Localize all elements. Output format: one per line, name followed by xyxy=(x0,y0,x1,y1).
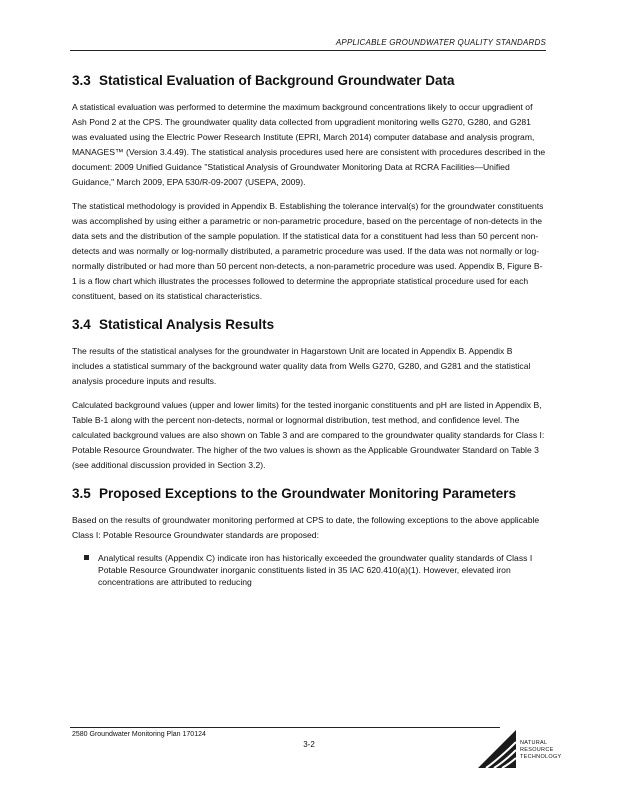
paragraph: Calculated background values (upper and lower limits) for the tested inorganic constituents and pH are listed in Appendix B, Table B-1 along with the percent non-detects, normal or lognormal distribution, test method, and confidence level. The calculated background values are also shown on Table 3 and are compared to the groundwater quality standards for Class I: Potable Resource Groundwater. The higher of the two values is shown as the Applicable Groundwater Standard on Table 3 (see additional discussion provided in Section 3.2). xyxy=(72,400,545,470)
section-heading xyxy=(72,316,546,333)
section-heading xyxy=(72,72,546,89)
document-body xyxy=(72,72,546,588)
company-logo-text xyxy=(520,740,562,761)
section-title: Statistical Analysis Results xyxy=(99,317,275,332)
section-title: Statistical Evaluation of Background Groundwater Data xyxy=(99,73,455,88)
paragraph: The results of the statistical analyses for the groundwater in Hagarstown Unit are located in Appendix B. Appendix B includes a statistical summary of the background water quality data from Wells G270, G280, and G281 and the statistical analysis procedure inputs and results. xyxy=(72,346,531,386)
footer-document-id: 2580 Groundwater Monitoring Plan 170124 xyxy=(72,731,206,738)
section-3-4 xyxy=(72,316,546,473)
logo-line: RESOURCE xyxy=(520,747,554,753)
logo-line: TECHNOLOGY xyxy=(520,754,562,760)
header-divider xyxy=(70,50,546,51)
section-number: 3.3 xyxy=(72,73,91,88)
bullet-list xyxy=(72,552,546,588)
footer-divider xyxy=(70,727,500,728)
section-3-5 xyxy=(72,485,546,588)
section-title: Proposed Exceptions to the Groundwater Monitoring Parameters xyxy=(99,486,517,501)
paragraph: A statistical evaluation was performed to determine the maximum background concentrations likely to occur upgradient of Ash Pond 2 at the CPS. The groundwater quality data collected from upgradient monitoring wells G270, G280, and G281 was evaluated using the Electric Power Research Institute (EPRI, March 2014) computer database and analysis program, MANAGES™ (Version 3.4.49). The statistical analysis procedures used here are consistent with procedures described in the document: 2009 Unified Guidance "Statistical Analysis of Groundwater Monitoring Data at RCRA Facilities—Unified Guidance," March 2009, EPA 530/R-09-2007 (USEPA, 2009). xyxy=(72,102,546,187)
section-number: 3.5 xyxy=(72,486,91,501)
list-item: Analytical results (Appendix C) indicate iron has historically exceeded the groundwater quality standards of Class I Potable Resource Groundwater inorganic constituents listed in 35 IAC 620.410(a)(1). However, elevated iron concentrations are attributed to reducing xyxy=(72,552,546,588)
section-number: 3.4 xyxy=(72,317,91,332)
logo-line: NATURAL xyxy=(520,740,548,746)
running-header: APPLICABLE GROUNDWATER QUALITY STANDARDS xyxy=(335,38,546,47)
paragraph: Based on the results of groundwater monitoring performed at CPS to date, the following exceptions to the above applicable Class I: Potable Resource Groundwater standards are proposed: xyxy=(72,515,540,540)
section-3-3 xyxy=(72,72,546,304)
company-logo-icon xyxy=(476,728,518,770)
section-heading xyxy=(72,485,546,502)
paragraph: The statistical methodology is provided in Appendix B. Establishing the tolerance interval(s) for the groundwater constituents was accomplished by using either a parametric or non-parametric procedure, based on the percentage of non-detects in the data sets and the distribution of the sample population. If the statistical data for a constituent had less than 50 percent non-detects and was normally or log-normally distributed, a parametric procedure was used. If the data was not normally or log-normally distributed or had more than 50 percent non-detects, a non-parametric procedure was used. Appendix B, Figure B-1 is a flow chart which illustrates the processes followed to determine the appropriate statistical procedure used for each constituent, based on its statistical characteristics. xyxy=(72,201,544,301)
page-number: 3-2 xyxy=(303,740,315,749)
